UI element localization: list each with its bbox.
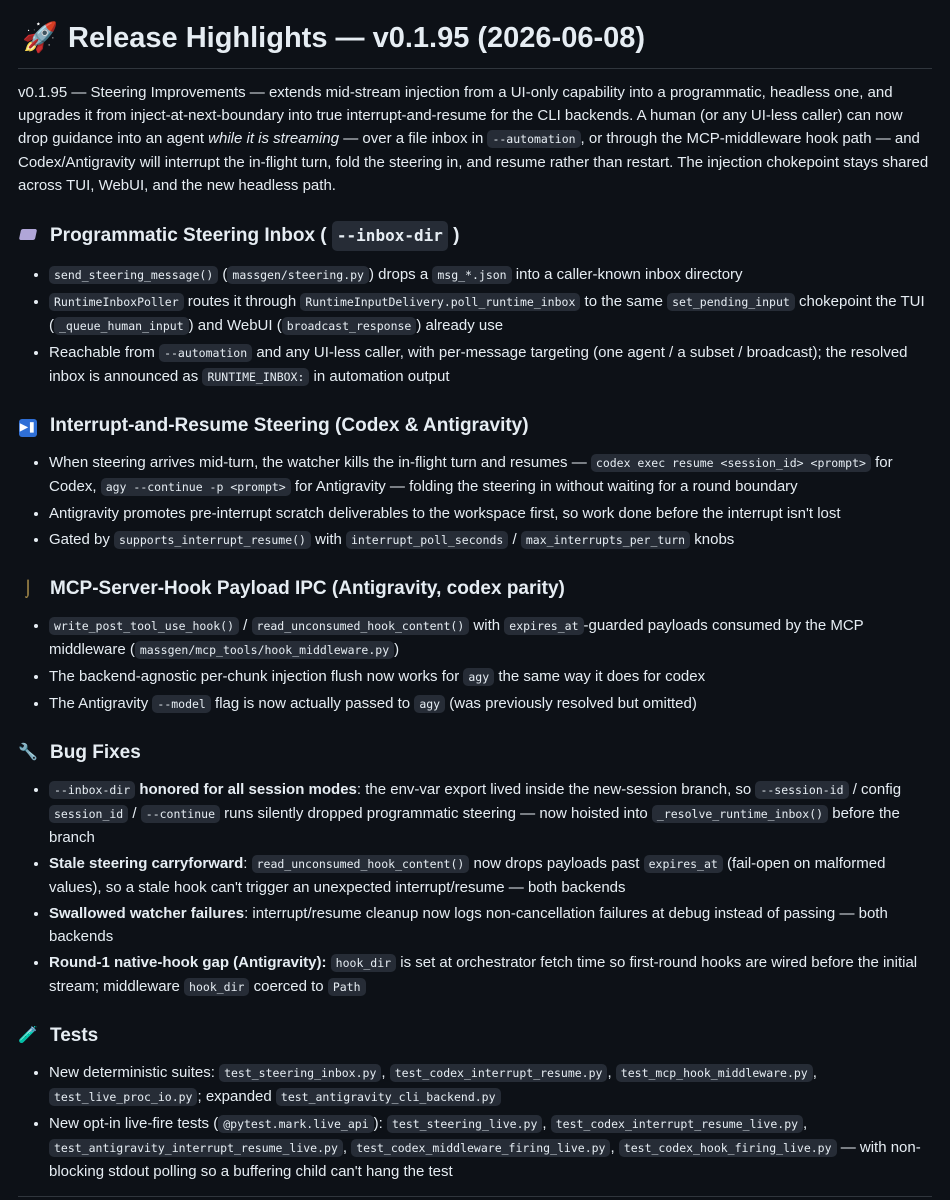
text: with xyxy=(310,531,346,548)
heading-text: Programmatic Steering Inbox ( xyxy=(50,225,327,246)
bottom-divider xyxy=(18,1196,932,1197)
intro-text: v0.1.95 — Steering Improvements — extends mid-stream injection from a UI-only capability into a programmatic, headless one, and upgrades it from inject-at-next-boundary into true interrupt-and-resume for the CLI backends. A human (or any UI-less caller) can now drop guidance into an agent xyxy=(18,84,903,147)
text: : interrupt/resume cleanup now logs non-cancellation failures at debug instead of passing — both backends xyxy=(49,905,888,945)
play-pause-icon: ▶❚ xyxy=(18,413,38,439)
heading-text: Interrupt-and-Resume Steering (Codex & Antigravity) xyxy=(50,415,529,436)
bold-text: Stale steering carryforward xyxy=(49,855,244,872)
inline-code: RUNTIME_INBOX: xyxy=(202,368,309,386)
text: , xyxy=(542,1115,551,1132)
text: for Codex, xyxy=(49,454,893,495)
inline-code: test_live_proc_io.py xyxy=(49,1088,197,1106)
inline-code: --session-id xyxy=(755,781,848,799)
text: — with non-blocking stdout polling so a buffering child can't hang the test xyxy=(49,1139,921,1180)
inline-code: test_steering_live.py xyxy=(387,1115,542,1133)
text: , xyxy=(610,1139,619,1156)
inline-code: test_antigravity_cli_backend.py xyxy=(276,1088,501,1106)
list-item xyxy=(49,614,932,662)
section-heading-interrupt xyxy=(18,413,932,439)
inline-code: test_mcp_hook_middleware.py xyxy=(616,1064,813,1082)
text: The Antigravity xyxy=(49,695,153,712)
inline-code: test_codex_middleware_firing_live.py xyxy=(351,1139,610,1157)
text: and any UI-less caller, with per-message targeting (one agent / a subset / broadcast); the resolved inbox is announced as xyxy=(49,344,908,385)
text: , xyxy=(607,1064,616,1081)
list-item xyxy=(49,692,932,716)
text: (fail-open on malformed values), so a stale hook can't trigger an unexpected interrupt/resume — both backends xyxy=(49,855,886,896)
inline-code: codex exec resume <session_id> <prompt> xyxy=(591,454,871,472)
text: -guarded payloads consumed by the MCP middleware ( xyxy=(49,617,864,658)
text: to the same xyxy=(580,293,668,310)
inline-code: RuntimeInputDelivery.poll_runtime_inbox xyxy=(300,293,580,311)
inline-code: test_codex_interrupt_resume.py xyxy=(390,1064,608,1082)
inbox-list xyxy=(18,263,932,389)
bug-fixes-list xyxy=(18,778,932,999)
inline-code: set_pending_input xyxy=(667,293,795,311)
list-item xyxy=(49,951,932,999)
inline-code: read_unconsumed_hook_content() xyxy=(252,855,470,873)
list-item xyxy=(49,778,932,849)
section-heading-mcp xyxy=(18,576,932,602)
inline-code: --automation xyxy=(159,344,252,362)
text: , xyxy=(381,1064,390,1081)
inline-code: agy xyxy=(414,695,445,713)
inline-code: _resolve_runtime_inbox() xyxy=(652,805,828,823)
text: Gated by xyxy=(49,531,115,548)
inline-code: test_antigravity_interrupt_resume_live.py xyxy=(49,1139,343,1157)
inline-code: supports_interrupt_resume() xyxy=(114,531,311,549)
hook-icon: ⌡ xyxy=(23,580,33,597)
intro-text: — over a file inbox in xyxy=(339,130,488,147)
inline-code: massgen/steering.py xyxy=(227,266,369,284)
text: ) drops a xyxy=(368,266,433,283)
inline-code: --model xyxy=(152,695,210,713)
text: for Antigravity — folding the steering in without waiting for a round boundary xyxy=(290,478,798,495)
text: : the env-var export lived inside the new-session branch, so xyxy=(356,781,756,798)
inline-code: Path xyxy=(328,978,366,996)
inline-code: RuntimeInboxPoller xyxy=(49,293,184,311)
inline-code: hook_dir xyxy=(331,954,396,972)
text: routes it through xyxy=(183,293,301,310)
list-item xyxy=(49,852,932,899)
inline-code: interrupt_poll_seconds xyxy=(346,531,508,549)
inline-code: test_codex_hook_firing_live.py xyxy=(619,1139,837,1157)
rocket-icon: 🚀 xyxy=(22,22,59,54)
text: New deterministic suites: xyxy=(49,1064,220,1081)
inbox-tray-icon xyxy=(18,223,38,249)
text: , xyxy=(342,1139,352,1156)
list-item xyxy=(49,1112,932,1183)
text: Antigravity promotes pre-interrupt scratch deliverables to the workspace first, so work done before the interrupt isn't lost xyxy=(49,505,841,522)
text: chokepoint the TUI ( xyxy=(49,293,925,334)
text: the same way it does for codex xyxy=(494,668,706,685)
text: ) xyxy=(394,641,400,658)
text: ; expanded xyxy=(197,1088,276,1105)
text: before the branch xyxy=(49,805,900,846)
list-item xyxy=(49,665,932,689)
heading-text: MCP-Server-Hook Payload IPC (Antigravity, codex parity) xyxy=(50,578,565,599)
list-item xyxy=(49,1061,932,1109)
page-title xyxy=(18,14,932,69)
text: / config xyxy=(848,781,902,798)
list-item xyxy=(49,528,932,552)
text: ( xyxy=(218,266,228,283)
text: is set at orchestrator fetch time so first-round hooks are wired before the initial stream; middleware xyxy=(49,954,918,995)
text: runs silently dropped programmatic steering — now hoisted into xyxy=(220,805,652,822)
text: The backend-agnostic per-chunk injection flush now works for xyxy=(49,668,464,685)
list-item xyxy=(49,502,932,525)
section-heading-bug-fixes xyxy=(18,740,932,766)
text: : xyxy=(243,855,252,872)
inline-code: agy --continue -p <prompt> xyxy=(101,478,291,496)
heading-text: ) xyxy=(453,225,460,246)
inline-code: expires_at xyxy=(644,855,723,873)
list-item xyxy=(49,290,932,338)
wrench-icon: 🔧 xyxy=(18,744,38,761)
text: with xyxy=(469,617,505,634)
inline-code: massgen/mcp_tools/hook_middleware.py xyxy=(135,641,394,659)
text: flag is now actually passed to xyxy=(210,695,415,712)
tests-list xyxy=(18,1061,932,1183)
text: knobs xyxy=(690,531,735,548)
text: , xyxy=(803,1115,808,1132)
inline-code: --continue xyxy=(141,805,220,823)
text: / xyxy=(128,805,141,822)
section-heading-tests xyxy=(18,1023,932,1049)
text: in automation output xyxy=(309,368,450,385)
page-title-text: Release Highlights — v0.1.95 (2026-06-08) xyxy=(68,22,646,54)
heading-text: Bug Fixes xyxy=(50,742,141,763)
inline-code: test_codex_interrupt_resume_live.py xyxy=(551,1115,803,1133)
inline-code: @pytest.mark.live_api xyxy=(218,1115,373,1133)
intro-paragraph xyxy=(18,81,932,197)
inline-code: msg_*.json xyxy=(432,266,511,284)
heading-text: Tests xyxy=(50,1025,99,1046)
bold-text: honored for all session modes xyxy=(135,781,357,798)
inline-code: _queue_human_input xyxy=(54,317,189,335)
mcp-list xyxy=(18,614,932,716)
inline-code: --inbox-dir xyxy=(49,781,135,799)
text: (was previously resolved but omitted) xyxy=(445,695,697,712)
inline-code: read_unconsumed_hook_content() xyxy=(252,617,470,635)
bold-text: Round-1 native-hook gap (Antigravity): xyxy=(49,954,327,971)
inline-code: broadcast_response xyxy=(282,317,417,335)
inline-code: expires_at xyxy=(504,617,583,635)
list-item xyxy=(49,341,932,389)
list-item xyxy=(49,902,932,948)
text: , xyxy=(812,1064,817,1081)
text: / xyxy=(508,531,521,548)
text: ): xyxy=(373,1115,387,1132)
text: Reachable from xyxy=(49,344,160,361)
inline-code: session_id xyxy=(49,805,128,823)
inline-code: send_steering_message() xyxy=(49,266,218,284)
section-heading-inbox xyxy=(18,221,932,251)
text: coerced to xyxy=(249,978,328,995)
text: When steering arrives mid-turn, the watcher kills the in-flight turn and resumes — xyxy=(49,454,591,471)
text: into a caller-known inbox directory xyxy=(511,266,743,283)
inline-code: --automation xyxy=(487,130,580,148)
intro-emphasis: while it is streaming xyxy=(208,130,340,147)
intro-text: , or through the MCP-middleware hook path — and Codex/Antigravity will interrupt the in-flight turn, fold the steering in, and resume rather than restart. The injection chokepoint stays shared across TUI, WebUI, and the new headless path. xyxy=(18,130,929,194)
inline-code: max_interrupts_per_turn xyxy=(521,531,690,549)
text: now drops payloads past xyxy=(469,855,644,872)
heading-code: --inbox-dir xyxy=(332,221,448,251)
bold-text: Swallowed watcher failures xyxy=(49,905,245,922)
inline-code: hook_dir xyxy=(184,978,249,996)
test-tube-icon: 🧪 xyxy=(18,1027,38,1044)
text: / xyxy=(239,617,252,634)
inline-code: test_steering_inbox.py xyxy=(219,1064,381,1082)
inline-code: write_post_tool_use_hook() xyxy=(49,617,239,635)
text: ) and WebUI ( xyxy=(188,317,282,334)
inline-code: agy xyxy=(463,668,494,686)
interrupt-list xyxy=(18,451,932,552)
text: ) already use xyxy=(416,317,504,334)
list-item xyxy=(49,451,932,499)
list-item xyxy=(49,263,932,287)
text: New opt-in live-fire tests ( xyxy=(49,1115,219,1132)
